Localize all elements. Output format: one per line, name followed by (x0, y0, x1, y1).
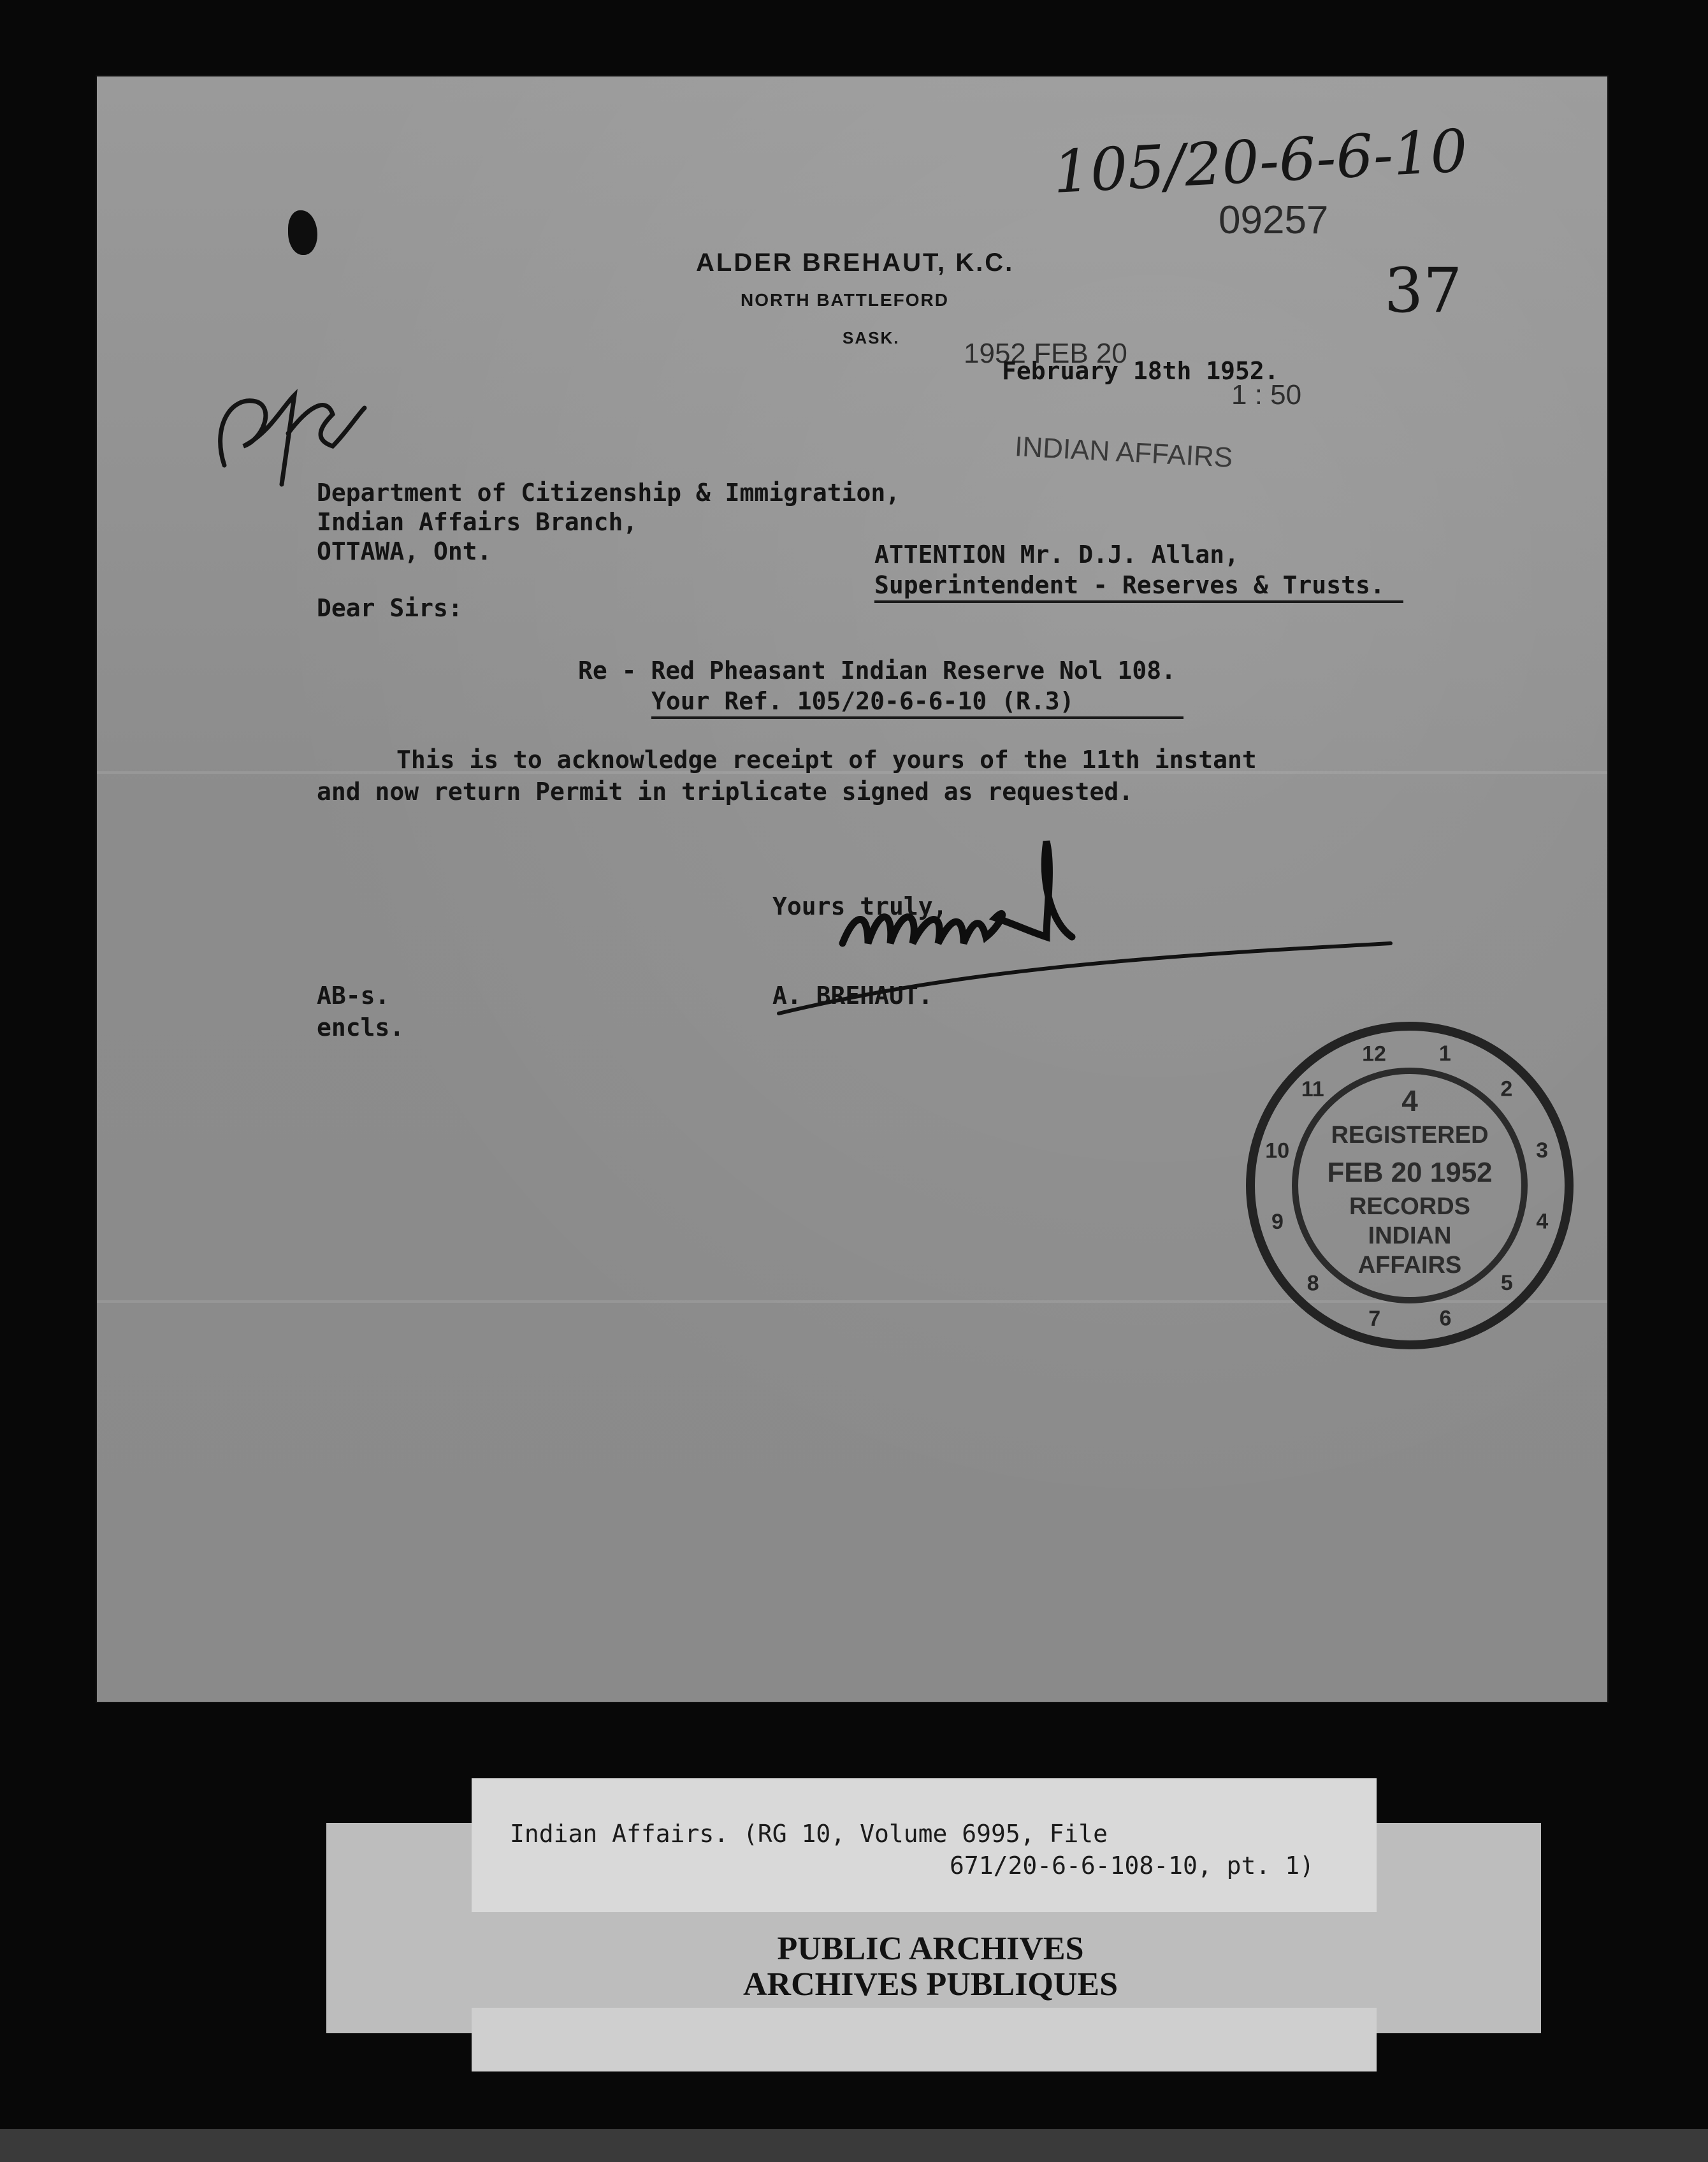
citation-line-1: Indian Affairs. (RG 10, Volume 6995, File (510, 1820, 1108, 1848)
body-line-2: and now return Permit in triplicate signed as requested. (317, 778, 1134, 806)
seal-ring-number: 6 (1439, 1306, 1452, 1331)
body-line-1: This is to acknowledge receipt of yours of the 11th instant (396, 746, 1257, 774)
handwritten-file-reference: 105/20-6-6-10 (1051, 117, 1470, 207)
letterhead-name: ALDER BREHAUT, K.C. (696, 249, 1015, 277)
seal-line-2: INDIAN (1368, 1222, 1452, 1249)
archive-citation-label (472, 1778, 1377, 1912)
archive-stamp-line-2: ARCHIVES PUBLIQUES (742, 1966, 1118, 2003)
salutation: Dear Sirs: (317, 594, 463, 622)
reference-line: Your Ref. 105/20-6-6-10 (R.3) (651, 687, 1075, 715)
seal-line-3: AFFAIRS (1357, 1252, 1462, 1279)
letterhead-province: SASK. (843, 328, 900, 347)
enclosures-note: encls. (317, 1013, 405, 1041)
signature (772, 816, 1397, 1026)
seal-ring-number: 3 (1536, 1138, 1549, 1163)
handwritten-page-number: 37 (1384, 255, 1463, 326)
citation-line-2: 671/20-6-6-108-10, pt. 1) (950, 1852, 1314, 1880)
reference-underline (651, 716, 1183, 719)
document-number-stamp: 09257 (1219, 198, 1329, 242)
recipient-line-2: Indian Affairs Branch, (317, 508, 638, 536)
seal-ring-number: 2 (1500, 1077, 1513, 1101)
seal-ring-number: 4 (1536, 1209, 1549, 1234)
seal-ring-number: 5 (1500, 1270, 1513, 1295)
seal-ring-number: 8 (1306, 1271, 1319, 1296)
seal-status: REGISTERED (1331, 1122, 1489, 1149)
archive-card-strip (472, 2008, 1377, 2071)
received-time-stamp: 1 : 50 (1231, 379, 1302, 410)
signer-name: A. BREHAUT. (772, 982, 933, 1010)
seal-line-1: RECORDS (1349, 1193, 1471, 1220)
letter-date: February 18th 1952. (1002, 357, 1279, 385)
seal-top-number: 4 (1401, 1084, 1418, 1117)
recipient-line-1: Department of Citizenship & Immigration, (317, 479, 901, 507)
seal-ring-number: 7 (1368, 1306, 1381, 1331)
seal-ring-number: 9 (1271, 1210, 1284, 1234)
letter-page (97, 76, 1607, 1702)
seal-ring-number: 10 (1265, 1138, 1290, 1163)
recipient-block (317, 478, 900, 566)
seal-date: FEB 20 1952 (1327, 1157, 1493, 1188)
seal-ring-number: 1 (1438, 1041, 1451, 1066)
archive-stamp-line-1: PUBLIC ARCHIVES (777, 1931, 1084, 1967)
seal-ring-number: 11 (1301, 1077, 1324, 1102)
ink-blot (288, 210, 317, 255)
received-office-stamp: INDIAN AFFAIRS (1013, 431, 1234, 474)
letterhead-city: NORTH BATTLEFORD (741, 290, 949, 310)
subject-line: Re - Red Pheasant Indian Reserve Nol 108. (578, 657, 1176, 685)
closing: Yours truly, (772, 892, 948, 920)
seal-ring-number: 12 (1362, 1041, 1386, 1066)
signature-scribble-icon (772, 816, 1397, 1026)
attention-line: ATTENTION Mr. D.J. Allan, (874, 540, 1239, 569)
film-edge (0, 2129, 1708, 2162)
registry-seal (1244, 1020, 1575, 1351)
attention-title: Superintendent - Reserves & Trusts. (874, 571, 1385, 599)
attention-underline (874, 600, 1403, 603)
recipient-line-3: OTTAWA, Ont. (317, 537, 492, 565)
received-date-stamp: 1952 FEB 20 (964, 338, 1127, 369)
typist-initials: AB-s. (317, 982, 390, 1010)
